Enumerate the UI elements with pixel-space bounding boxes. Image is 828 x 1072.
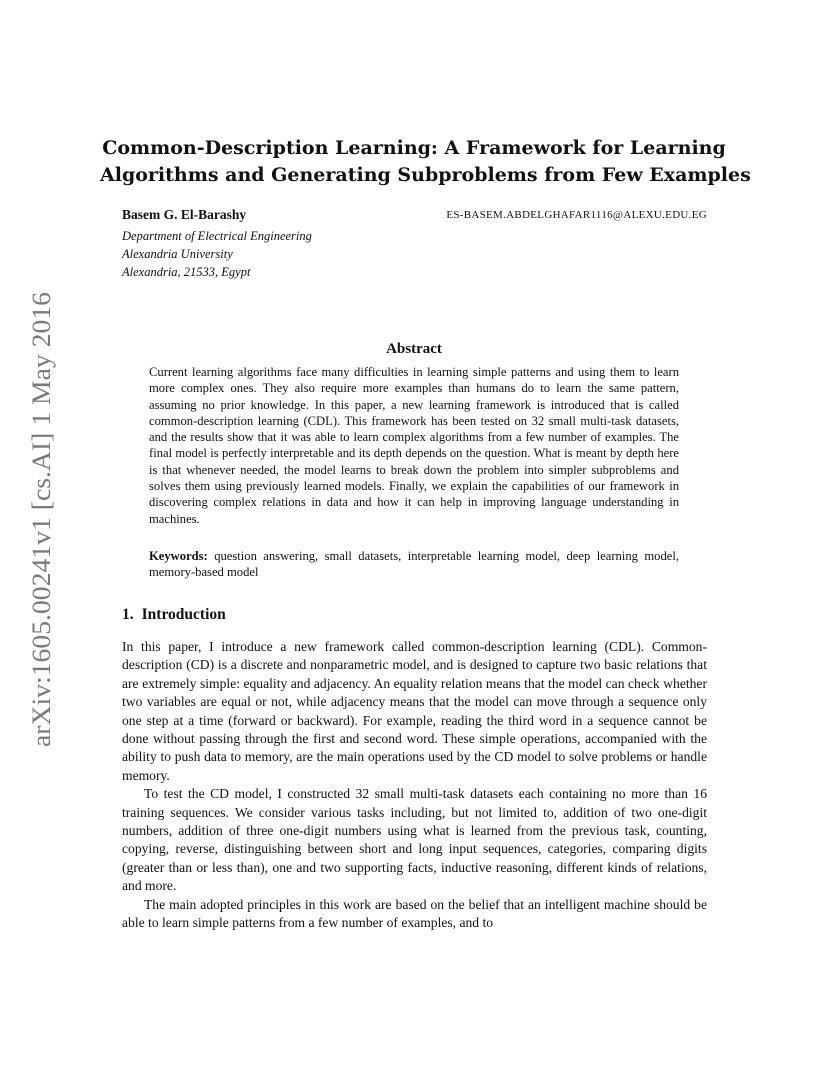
arxiv-stamp-svg	[20, 290, 60, 750]
arxiv-identifier-stamp	[20, 290, 60, 750]
abstract-text: Current learning algorithms face many difficulties in learning simple patterns and using them to learn more complex ones. They also require more examples than humans do to learn the same pattern, assuming no prior knowledge. In this paper, a new learning framework is introduced that is called common-description learning (CDL). This framework has been tested on 32 small multi-task datasets, and the results show that it was able to learn complex algorithms from a few number of examples. The final model is perfectly interpretable and its depth depends on the question. What is meant by depth here is that whenever needed, the model learns to break down the problem into simpler subproblems and solves them using previously learned models. Finally, we explain the capabilities of our framework in discovering complex relations in data and how it can help in improving language understanding in machines.	[149, 365, 679, 526]
paragraph: In this paper, I introduce a new framework called common-description learning (CDL). Common-description (CD) is a discrete and nonparametric model, and is designed to capture two basic relations that are extremely simple: equality and adjacency. An equality relation means that the model can check whether two variables are equal or not, while adjacency means that the model can move through a sequence only one step at a time (forward or backward). For example, reading the third word in a sequence cannot be done without passing through the first and second word. These simple operations, accompanied with the ability to push data to memory, are the main operations used by the CD model to solve problems or handle memory.	[122, 639, 707, 783]
abstract-heading: Abstract	[386, 341, 442, 357]
affiliation-line: Alexandria University	[122, 247, 233, 261]
paper-title	[100, 135, 751, 189]
arxiv-stamp-text: arXiv:1605.00241v1 [cs.AI] 1 May 2016	[26, 311, 56, 747]
paragraph: To test the CD model, I constructed 32 small multi-task datasets each containing no more than 16 training sequences. We consider various tasks including, but not limited to, addition of two one-digit numbers, addition of three one-digit numbers using what is learned from the previous task, counting, copying, reverse, distinguishing between short and long input sequences, categories, comparing digits (greater than or less than), one and two supporting facts, inductive reasoning, different kinds of relations, and more.	[122, 786, 707, 894]
section-number: 1.	[122, 606, 134, 623]
introduction-body	[122, 638, 707, 933]
keywords-label: Keywords:	[149, 549, 208, 563]
title-line: Algorithms and Generating Subproblems from Few Examples	[100, 164, 751, 186]
author-name: Basem G. El-Barashy	[122, 207, 247, 222]
author-affiliation	[122, 227, 312, 281]
keywords-list: question answering, small datasets, interpretable learning model, deep learning model, memory-based model	[149, 549, 679, 580]
title-line: Common-Description Learning: A Framework for Learning	[102, 137, 726, 159]
keywords	[149, 548, 679, 581]
paragraph: The main adopted principles in this work are based on the belief that an intelligent machine should be able to learn simple patterns from a few number of examples, and to	[122, 896, 707, 931]
affiliation-line: Department of Electrical Engineering	[122, 229, 312, 243]
affiliation-line: Alexandria, 21533, Egypt	[122, 265, 251, 279]
section-heading-introduction	[122, 606, 226, 624]
section-title: Introduction	[141, 606, 226, 623]
author-email: ES-BASEM.ABDELGHAFAR1116@ALEXU.EDU.EG	[446, 209, 707, 221]
